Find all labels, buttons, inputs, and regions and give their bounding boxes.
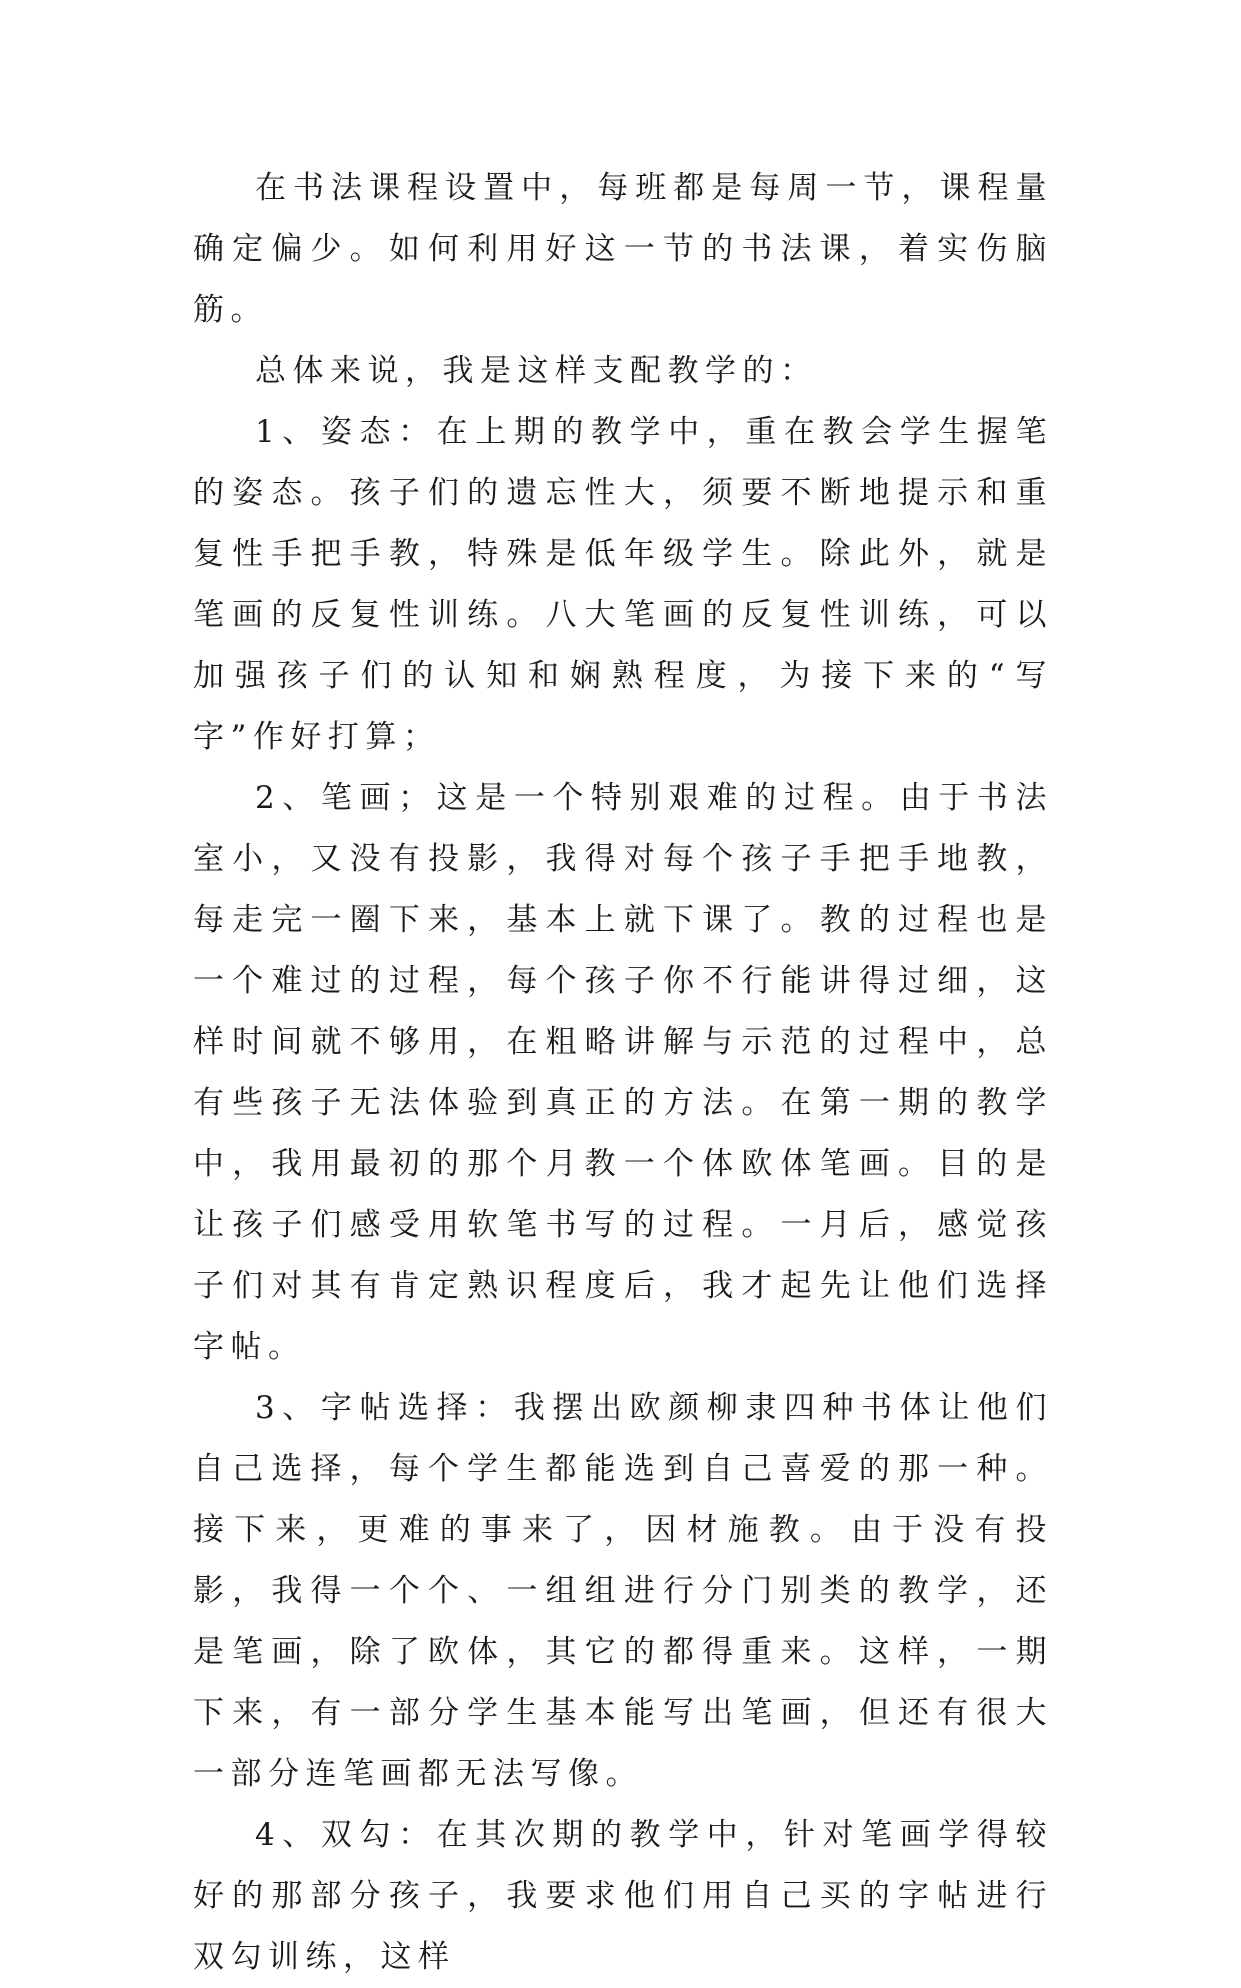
paragraph-overview: 总体来说，我是这样支配教学的：: [255, 353, 818, 389]
paragraph-copybook-selection: 3、字帖选择：我摆出欧颜柳隶四种书体让他们自己选择，每个学生都能选到自己喜爱的那一种。接下来，更难的事来了，因材施教。由于没有投影，我得一个个、一组组进行分门别类的教学，还是笔画，除了欧体，其它的都得重来。这样，一期下来，有一部分学生基本能写出笔画，但还有很大一部分连笔画都无法写像。: [193, 1390, 1053, 1792]
paragraph-posture: 1、姿态：在上期的教学中，重在教会学生握笔的姿态。孩子们的遗忘性大，须要不断地提示和重复性手把手教，特殊是低年级学生。除此外，就是笔画的反复性训练。八大笔画的反复性训练，可以加强孩子们的认知和娴熟程度，为接下来的“写字”作好打算；: [193, 414, 1053, 755]
paragraph-strokes: 2、笔画；这是一个特别艰难的过程。由于书法室小，又没有投影，我得对每个孩子手把手地教，每走完一圈下来，基本上就下课了。教的过程也是一个难过的过程，每个孩子你不行能讲得过细，这样时间就不够用，在粗略讲解与示范的过程中，总有些孩子无法体验到真正的方法。在第一期的教学中，我用最初的那个月教一个体欧体笔画。目的是让孩子们感受用软笔书写的过程。一月后，感觉孩子们对其有肯定熟识程度后，我才起先让他们选择字帖。: [193, 780, 1053, 1365]
paragraph-double-outline: 4、双勾：在其次期的教学中，针对笔画学得较好的那部分孩子，我要求他们用自己买的字帖进行双勾训练，这样: [193, 1817, 1053, 1975]
paragraph-course-setting: 在书法课程设置中，每班都是每周一节，课程量确定偏少。如何利用好这一节的书法课，着实伤脑筋。: [193, 170, 1053, 328]
document-body: [193, 158, 1053, 1988]
